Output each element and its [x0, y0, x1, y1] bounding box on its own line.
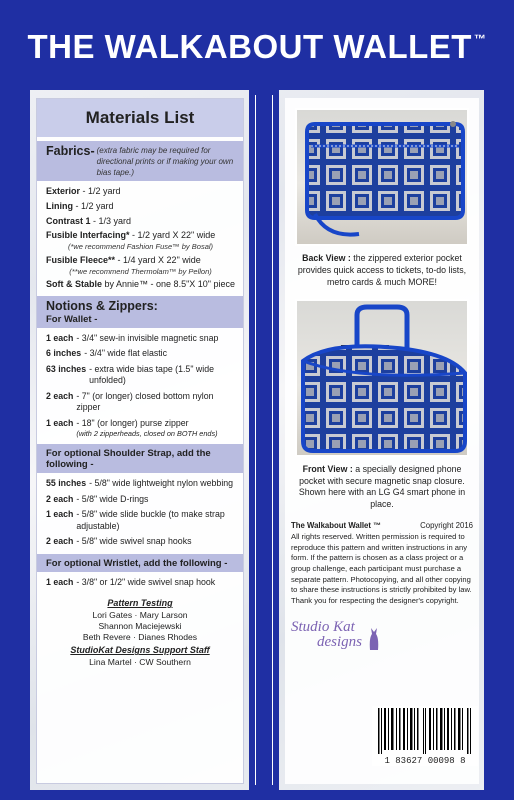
fabrics-title: Fabrics- — [46, 144, 95, 158]
strap-title: For optional Shoulder Strap, add the following - — [46, 448, 211, 471]
notions-section-header — [37, 296, 243, 328]
tester-line: Beth Revere · Dianes Rhodes — [82, 632, 198, 643]
fabrics-list — [37, 181, 243, 292]
list-item: Fusible Interfacing* - 1/2 yard X 22" wide (*we recommend Fashion Fuse™ by Bosal) — [46, 230, 216, 252]
list-item: Fusible Fleece** - 1/4 yard X 22" wide (**we recommend Thermolam™ by Pellon) — [46, 254, 212, 276]
back-view-caption: Back View : the zippered exterior pocket provides quick access to tickets, to-do lists, metro cards & much MORE! — [297, 253, 467, 287]
fabrics-note: (extra fabric may be required for directional prints or if making your own bias tape.) — [96, 146, 234, 177]
list-item: 1 each - 18" (or longer) purse zipper (with 2 zipperheads, closed on BOTH ends) — [46, 417, 218, 438]
copyright-body: All rights reserved. Written permission is required to reproduce this pattern and written instructions in any form. If the pattern is chosen as a class project or a group challenge, each participant must purchase a separate pattern. Photocopying, and all other copying to share these instructions is strictly prohibited by law. Thank you for respecting the designer's copyright. — [291, 532, 472, 605]
copyright-notice — [285, 511, 479, 606]
materials-header: Materials List — [37, 99, 243, 137]
list-item: 2 each - 7" (or longer) closed bottom nylon zipper — [46, 390, 214, 413]
frame-bottom — [0, 790, 514, 800]
list-item: 2 each - 5/8" wide swivel snap hooks — [46, 536, 192, 547]
photo-panel — [285, 98, 479, 784]
copyright-product: The Walkabout Wallet ™ — [291, 521, 381, 531]
notions-subtitle: For Wallet - — [46, 314, 98, 326]
materials-panel — [36, 98, 244, 784]
page-title: THE WALKABOUT WALLET ™ — [27, 28, 487, 65]
frame-right — [484, 90, 514, 800]
strap-list — [37, 473, 243, 549]
barcode-bars — [372, 708, 478, 756]
tester-line: Lori Gates · Mary Larson — [92, 609, 188, 620]
list-item: 1 each - 3/4" sew-in invisible magnetic snap — [46, 333, 219, 344]
wallet-back-illustration — [297, 110, 469, 246]
front-view-photo — [295, 299, 469, 457]
back-view-photo — [295, 108, 469, 246]
column-divider — [249, 90, 279, 790]
support-line: Lina Martel · CW Southern — [89, 656, 191, 667]
list-item: Exterior - 1/2 yard — [46, 186, 121, 197]
brand-logo: Studio Kat designs — [291, 620, 391, 660]
front-view-caption: Front View : a specially designed phone pocket with secure magnetic snap closure. Shown here with an LG G4 smart phone in place. — [298, 463, 466, 510]
credits — [37, 598, 243, 668]
list-item: 1 each - 5/8" wide slide buckle (to make strap adjustable) — [46, 509, 225, 531]
strap-section-header — [37, 444, 243, 473]
list-item: Soft & Stable by Annie™ - one 8.5"X 10" piece — [46, 279, 235, 290]
notions-title: Notions & Zippers: — [46, 299, 158, 314]
wristlet-list — [37, 572, 243, 590]
support-title: StudioKat Designs Support Staff — [70, 645, 210, 656]
list-item: 55 inches - 5/8" wide lightweight nylon webbing — [46, 478, 234, 489]
wristlet-section-header — [37, 554, 243, 572]
tester-line: Shannon Maciejewski — [98, 620, 182, 631]
fabrics-section-header — [37, 141, 243, 181]
list-item: 1 each - 3/8" or 1/2" wide swivel snap hook — [46, 576, 216, 587]
notions-list — [37, 328, 243, 440]
wallet-front-illustration — [297, 301, 469, 457]
list-item: 2 each - 5/8" wide D-rings — [46, 493, 149, 504]
wristlet-title: For optional Wristlet, add the following - — [46, 557, 228, 569]
copyright-year: Copyright 2016 — [420, 521, 473, 531]
trademark-symbol: ™ — [473, 32, 487, 46]
barcode — [372, 706, 478, 766]
list-item: 63 inches - extra wide bias tape (1.5" wide unfolded) — [46, 363, 214, 386]
list-item: 6 inches - 3/4" wide flat elastic — [46, 348, 168, 359]
barcode-digits: 1 83627 00098 8 — [384, 756, 466, 766]
cat-icon — [367, 626, 381, 652]
list-item: Contrast 1 - 1/3 yard — [46, 215, 132, 226]
list-item: Lining - 1/2 yard — [46, 201, 114, 212]
testing-title: Pattern Testing — [107, 597, 173, 608]
frame-left — [0, 90, 30, 800]
